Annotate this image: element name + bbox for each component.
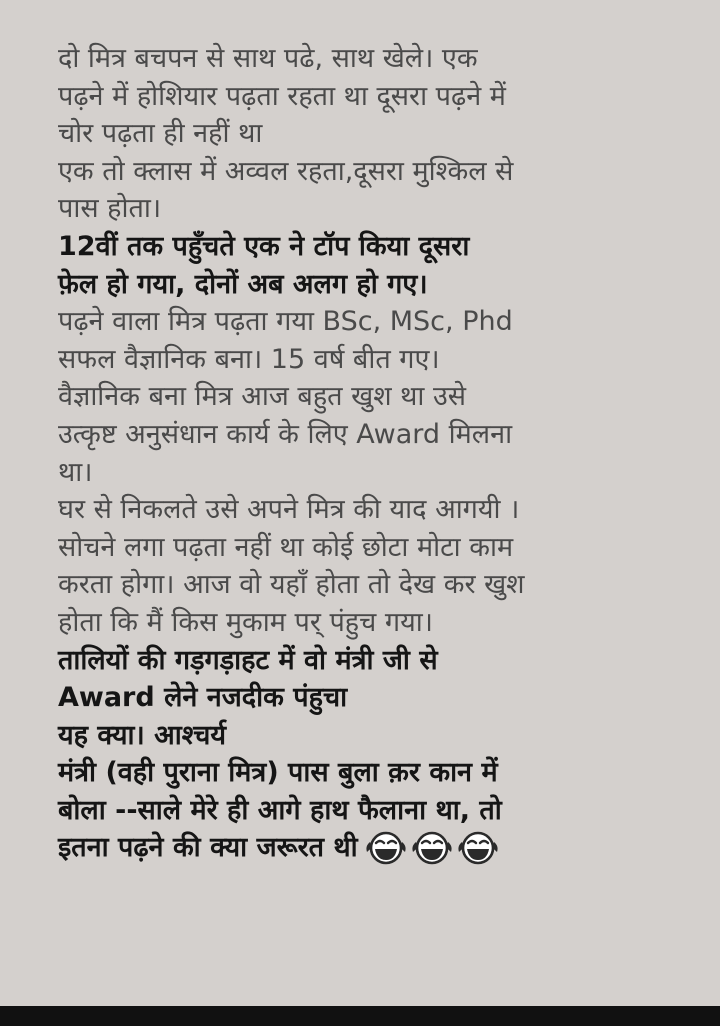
bottom-bar	[0, 1006, 720, 1026]
line-text: फ़ेल हो गया, दोनों अब अलग हो गए।	[58, 268, 428, 300]
line-text: 12वीं तक पहुँचते एक ने टॉप किया दूसरा	[58, 230, 470, 262]
line-text: वैज्ञानिक बना मित्र आज बहुत खुश था उसे	[58, 381, 467, 413]
story-line-7	[58, 266, 698, 304]
story-line-6	[58, 228, 698, 266]
line-text: चोर पढ़ता ही नहीं था	[58, 118, 263, 150]
line-text: बोला --साले मेरे ही आगे हाथ फैलाना था, तो	[58, 794, 502, 826]
line-text: करता होगा। आज वो यहाँ होता तो देख कर खुश	[58, 569, 525, 601]
story-line-17	[58, 642, 698, 680]
line-text: दो मित्र बचपन से साथ पढे, साथ खेले। एक	[58, 43, 478, 74]
laughing-face-icon	[456, 830, 500, 866]
line-text: उत्कृष्ट अनुसंधान कार्य के लिए Award मिलना	[58, 418, 513, 450]
story-line-5	[58, 190, 698, 228]
story-line-19	[58, 717, 698, 755]
line-text: था।	[58, 456, 93, 488]
story-text	[58, 40, 698, 867]
laughing-face-icon	[410, 830, 454, 866]
line-text: पास होता।	[58, 193, 162, 225]
line-text: मंत्री (वही पुराना मित्र) पास बुला क़र कान में	[58, 757, 498, 789]
story-line-10	[58, 378, 698, 416]
laughing-face-icon	[364, 830, 408, 866]
story-line-11	[58, 416, 698, 454]
story-line-16	[58, 604, 698, 642]
story-line-8	[58, 303, 698, 341]
story-line-9	[58, 341, 698, 379]
line-text: पढ़ने में होशियार पढ़ता रहता था दूसरा पढ़ने में	[58, 80, 506, 112]
story-line-14	[58, 529, 698, 567]
story-line-13	[58, 491, 698, 529]
story-line-20	[58, 754, 698, 792]
laughing-emoji-group	[364, 830, 502, 866]
line-text: एक तो क्लास में अव्वल रहता,दूसरा मुश्किल से	[58, 155, 514, 187]
story-line-21	[58, 792, 698, 830]
story-line-4	[58, 153, 698, 191]
line-text: पढ़ने वाला मित्र पढ़ता गया BSc, MSc, Phd	[58, 306, 513, 338]
story-line-15	[58, 566, 698, 604]
line-text: Award लेने नजदीक पंहुचा	[58, 682, 348, 714]
line-text: घर से निकलते उसे अपने मित्र की याद आगयी ।	[58, 494, 520, 526]
line-text: इतना पढ़ने की क्या जरूरत थी	[58, 832, 358, 864]
story-line-2	[58, 78, 698, 116]
line-text: सफल वैज्ञानिक बना। 15 वर्ष बीत गए।	[58, 343, 440, 375]
story-line-12	[58, 454, 698, 492]
line-text: सोचने लगा पढ़ता नहीं था कोई छोटा मोटा काम	[58, 531, 514, 563]
story-line-18	[58, 679, 698, 717]
story-line-22	[58, 829, 698, 867]
line-text: यह क्या। आश्चर्य	[58, 719, 227, 751]
line-text: तालियों की गड़गड़ाहट में वो मंत्री जी से	[58, 644, 438, 676]
story-line-1	[58, 40, 698, 78]
line-text: होता कि मैं किस मुकाम पर् पंहुच गया।	[58, 606, 433, 638]
story-line-3	[58, 115, 698, 153]
